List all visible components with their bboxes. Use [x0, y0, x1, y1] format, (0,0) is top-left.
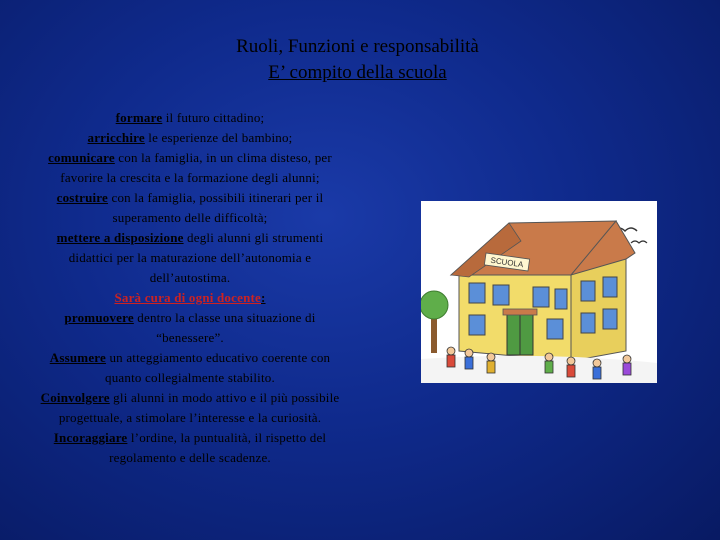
list-item: [38, 128, 342, 148]
keyword: comunicare: [48, 150, 115, 165]
keyword: promuovere: [64, 310, 134, 325]
keyword: mettere a disposizione: [56, 230, 184, 245]
title-line-1: Ruoli, Funzioni e responsabilità: [236, 36, 479, 57]
list-item: [38, 388, 342, 428]
list-item: [38, 188, 342, 228]
docente-heading: [38, 288, 342, 308]
list-item: [38, 108, 342, 128]
item-text: il futuro cittadino;: [162, 110, 265, 125]
keyword: costruire: [56, 190, 109, 205]
item-text: dentro la classe una situazione di “benessere”.: [133, 310, 316, 345]
sign-text: SCUOLA: [490, 255, 524, 270]
title-line-2: E’ compito della scuola: [268, 62, 447, 83]
docente-heading-text: Sarà cura di ogni docente: [114, 290, 262, 305]
item-text: con la famiglia, possibili itinerari per il superamento delle difficoltà;: [108, 190, 324, 225]
list-item: [38, 348, 342, 388]
school-illustration: [421, 201, 657, 383]
list-item: [38, 428, 342, 468]
item-text: con la famiglia, in un clima disteso, per favorire la crescita e la formazione degli alunni;: [60, 150, 332, 185]
keyword: Incoraggiare: [53, 430, 128, 445]
content-list: [38, 108, 342, 468]
list-item: [38, 228, 342, 288]
keyword: arricchire: [87, 130, 145, 145]
item-text: le esperienze del bambino;: [144, 130, 293, 145]
keyword: Assumere: [49, 350, 107, 365]
list-item: [38, 308, 342, 348]
item-text: degli alunni gli strumenti didattici per la maturazione dell’autonomia e dell’autostima.: [68, 230, 324, 285]
keyword: Coinvolgere: [40, 390, 110, 405]
list-item: [38, 148, 342, 188]
docente-heading-colon: :: [261, 290, 266, 305]
item-text: un atteggiamento educativo coerente con quanto collegialmente stabilito.: [105, 350, 331, 385]
item-text: gli alunni in modo attivo e il più possibile progettuale, a stimolare l’interesse e la curiosità.: [58, 390, 340, 425]
item-text: l’ordine, la puntualità, il rispetto del regolamento e delle scadenze.: [109, 430, 327, 465]
slide-title: [0, 34, 715, 86]
keyword: formare: [115, 110, 163, 125]
